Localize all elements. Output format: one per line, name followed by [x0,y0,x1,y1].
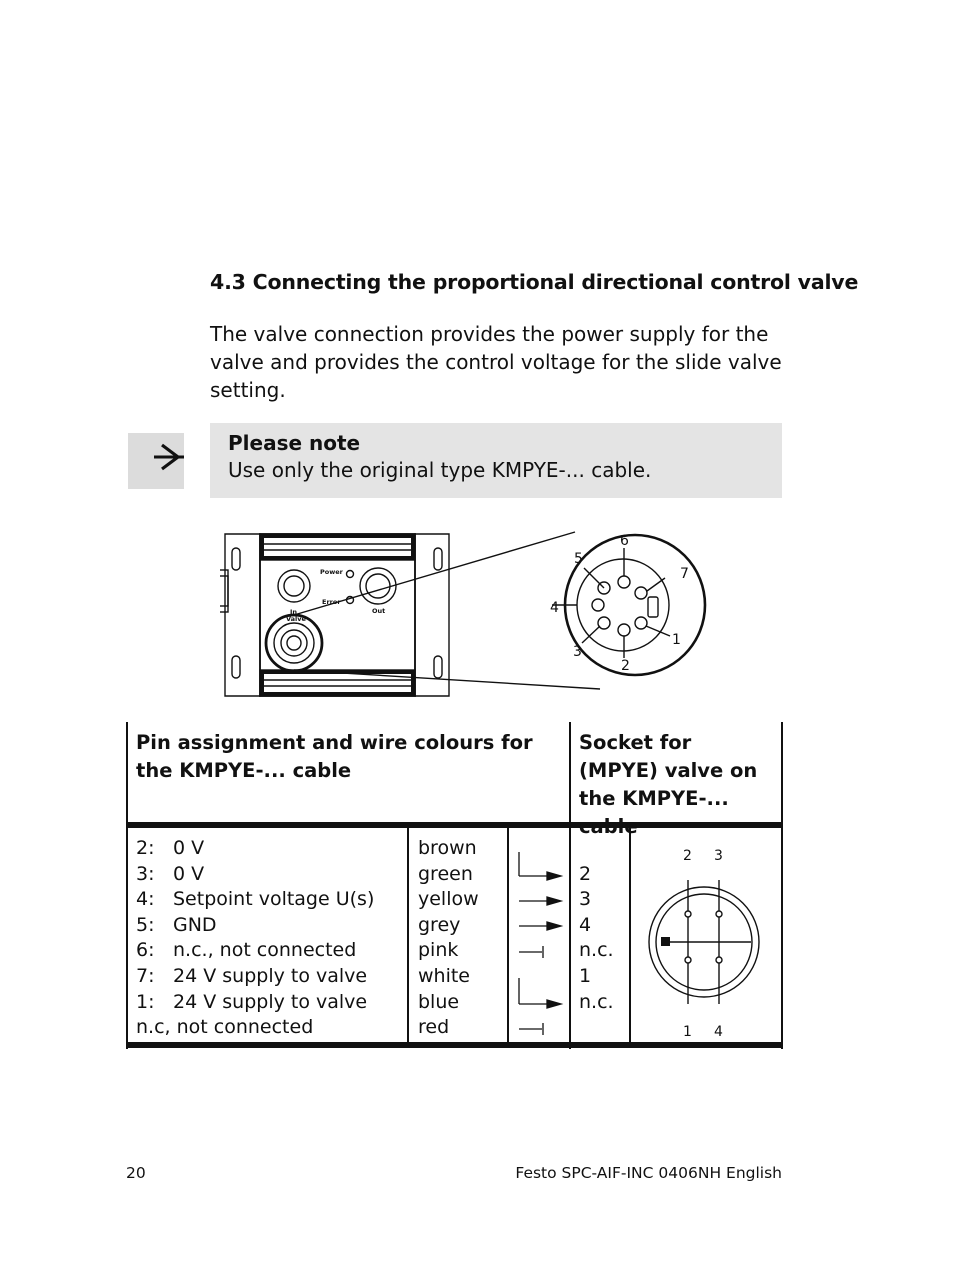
table-row: 1: 24 V supply to valve [136,990,368,1013]
in-port-label: In [290,608,298,616]
wire-colour: green [418,862,473,885]
wire-colour: white [418,964,470,987]
wire-colour: blue [418,990,460,1013]
wire-colour: yellow [418,888,479,911]
wire-colour: brown [418,837,477,859]
table-row: 3: 0 V [136,862,205,885]
plug-pin-4: 4 [714,1024,723,1040]
valve-plug-diagram [631,832,781,1042]
page-number: 20 [126,1164,146,1182]
table-row: 7: 24 V supply to valve [136,964,368,987]
note-marker [128,433,184,489]
table-row: 2: 0 V [136,837,205,859]
table-header-socket: Socket for (MPYE) valve on the KMPYE-... cable [579,731,758,838]
wire-colour-list [418,836,479,1041]
socket-pin: 2 [579,862,592,885]
wire-colour: red [418,1016,450,1039]
table-row: n.c, not connected [136,1016,314,1039]
socket-pin-7: 7 [680,566,689,582]
table-row: 5: GND [136,913,217,936]
table-row: 4: Setpoint voltage U(s) [136,888,375,911]
plug-pin-1: 1 [683,1024,692,1040]
socket-pin-2: 2 [621,658,630,674]
socket-pin: 1 [579,964,592,987]
out-port-label: Out [372,607,386,615]
socket-pin: 4 [579,913,592,936]
table-row: 6: n.c., not connected [136,939,357,962]
note-box [210,423,782,498]
plug-pin-2: 2 [683,848,692,864]
socket-pin: 3 [579,888,592,911]
document-reference: Festo SPC-AIF-INC 0406NH English [515,1164,782,1182]
plug-pin-3: 3 [714,848,723,864]
socket-pin: n.c. [579,990,614,1013]
valve-port-label: Valve [286,615,306,623]
socket-pin: n.c. [579,939,614,962]
socket-pin-1: 1 [672,632,681,648]
power-led-label: Power [320,568,343,576]
table-header-pin-assignment: Pin assignment and wire colours for the KMPYE-... cable [136,731,533,782]
intro-paragraph: The valve connection provides the power supply for the valve and provides the control voltage for the slide valve setting. [210,322,782,402]
socket-pin-4: 4 [550,600,559,616]
socket-pin-5: 5 [574,551,583,567]
device-connection-diagram [220,518,720,703]
section-heading: 4.3 Connecting the proportional directional control valve [210,270,859,294]
socket-pin-3: 3 [573,644,582,660]
error-led-label: Error [322,598,341,606]
right-arrow-icon [128,433,184,489]
pin-list [136,836,374,1041]
pin-assignment-table [126,722,782,1049]
wire-colour: grey [418,913,461,936]
socket-pin-list [579,836,614,1015]
wire-colour: pink [418,939,459,962]
note-title: Please note [228,431,361,455]
note-text: Use only the original type KMPYE-... cable. [228,458,652,482]
socket-pin-6: 6 [620,533,629,549]
